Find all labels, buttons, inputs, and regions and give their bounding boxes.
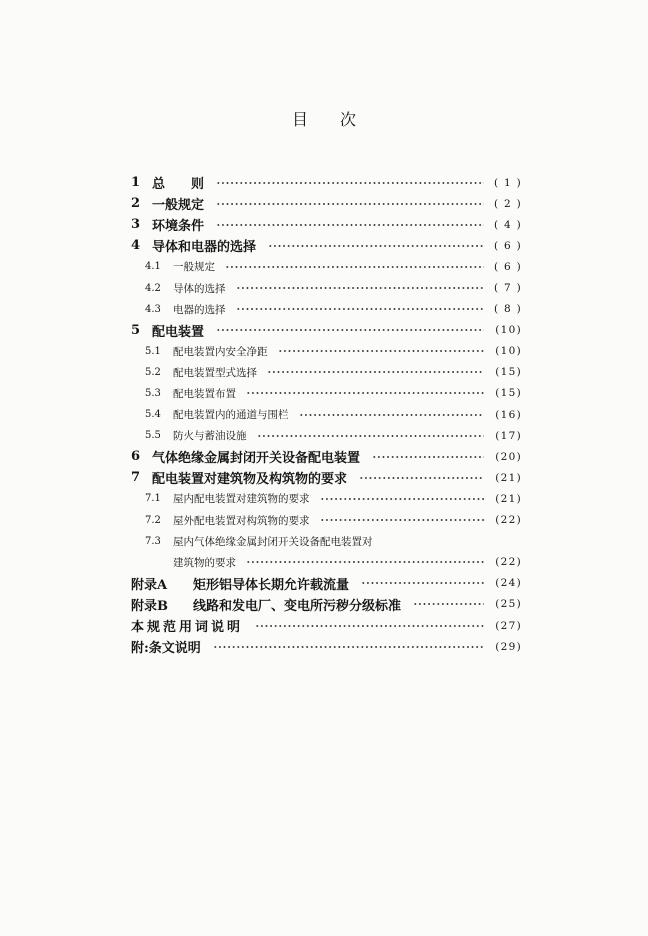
entry-number: 4 (131, 238, 141, 254)
entry-number: 5.1 (145, 345, 161, 357)
entry-title: 电器的选择 (173, 303, 226, 316)
toc-subentry (131, 383, 522, 404)
entry-number: 1 (131, 175, 141, 191)
dot-leader (359, 476, 484, 480)
page-number: ( 2 ) (493, 197, 522, 210)
entry-title: 环境条件 (152, 219, 205, 235)
entry-number: 7.3 (145, 535, 161, 547)
toc-entry (131, 193, 522, 214)
page-number: (22) (495, 514, 522, 527)
entry-number: 5.2 (145, 366, 161, 378)
page-number: (21) (495, 471, 522, 484)
entry-number: 5.3 (145, 387, 161, 399)
dot-leader (413, 602, 484, 606)
page-number: ( 1 ) (493, 176, 522, 189)
toc-entry (131, 615, 522, 636)
page-number: ( 8 ) (493, 303, 522, 316)
page-number: (10) (495, 345, 522, 358)
entry-title: 线路和发电厂、变电所污秽分级标准 (193, 598, 402, 614)
appendix-label: 附录B (131, 598, 168, 614)
page-number: (25) (495, 598, 522, 611)
entry-title: 本规范用词说明 (131, 620, 244, 636)
entry-number: 4.2 (145, 282, 161, 294)
entry-title: 屋外配电装置对构筑物的要求 (173, 514, 310, 527)
page-number: (16) (495, 408, 522, 421)
dot-leader (236, 307, 485, 311)
toc-entry (131, 467, 522, 488)
dot-leader (213, 645, 484, 649)
dot-leader (299, 413, 485, 417)
toc-appendix-entry (131, 594, 522, 615)
entry-title: 配电装置内安全净距 (173, 345, 268, 358)
entry-number: 6 (131, 449, 141, 465)
entry-title: 防火与蓄油设施 (173, 430, 247, 443)
toc-subentry (131, 425, 522, 446)
page-number: (15) (495, 387, 522, 400)
page-number: ( 6 ) (493, 239, 522, 252)
dot-leader (361, 581, 484, 585)
entry-title-continued: 建筑物的要求 (173, 556, 236, 569)
entry-title: 配电装置对建筑物及构筑物的要求 (152, 472, 348, 488)
dot-leader (216, 328, 484, 332)
entry-title: 一般规定 (152, 198, 205, 214)
dot-leader (257, 434, 485, 438)
toc-subentry (131, 277, 522, 298)
toc-entry (131, 636, 522, 657)
page-number: (27) (495, 619, 522, 632)
entry-title: 导体和电器的选择 (152, 240, 257, 256)
entry-number: 7.2 (145, 514, 161, 526)
toc-subentry (131, 404, 522, 425)
entry-title: 矩形铝导体长期允许载流量 (193, 577, 350, 593)
entry-title: 一般规定 (173, 261, 215, 274)
toc-entry (131, 446, 522, 467)
dot-leader (372, 455, 484, 459)
entry-title: 屋内配电装置对建筑物的要求 (173, 493, 310, 506)
toc-subentry-continuation (131, 552, 522, 573)
toc-subentry (131, 531, 522, 552)
dot-leader (236, 286, 485, 290)
page-number: ( 7 ) (493, 282, 522, 295)
page-number: ( 6 ) (493, 260, 522, 273)
page-number: (21) (495, 492, 522, 505)
entry-number: 4.3 (145, 303, 161, 315)
dot-leader (255, 624, 484, 628)
dot-leader (225, 265, 484, 269)
toc-subentry (131, 299, 522, 320)
page-number: (20) (495, 450, 522, 463)
entry-number: 4.1 (145, 261, 161, 273)
entry-title: 屋内气体绝缘金属封闭开关设备配电装置对 (173, 535, 373, 548)
dot-leader (216, 181, 484, 185)
appendix-label: 附录A (131, 577, 168, 593)
toc-entry (131, 172, 522, 193)
entry-title: 总 则 (152, 177, 205, 193)
entry-number: 3 (131, 217, 141, 233)
entry-title: 配电装置布置 (173, 387, 236, 400)
dot-leader (216, 223, 484, 227)
entry-title: 导体的选择 (173, 282, 226, 295)
dot-leader (267, 370, 484, 374)
entry-number: 2 (131, 196, 141, 212)
entry-title: 配电装置 (152, 324, 205, 340)
entry-number: 5.5 (145, 430, 161, 442)
entry-number: 7.1 (145, 493, 161, 505)
table-of-contents (131, 172, 522, 657)
entry-title: 配电装置内的通道与围栏 (173, 409, 289, 422)
entry-title: 附:条文说明 (131, 641, 201, 657)
toc-entry (131, 320, 522, 341)
toc-subentry (131, 362, 522, 383)
toc-entry (131, 235, 522, 256)
entry-number: 7 (131, 470, 141, 486)
entry-title: 气体绝缘金属封闭开关设备配电装置 (152, 451, 361, 467)
entry-number: 5 (131, 322, 141, 338)
toc-subentry (131, 256, 522, 277)
page-number: ( 4 ) (493, 218, 522, 231)
page-number: (29) (495, 640, 522, 653)
dot-leader (320, 518, 485, 522)
toc-appendix-entry (131, 573, 522, 594)
page-number: (22) (495, 556, 522, 569)
entry-number: 5.4 (145, 409, 161, 421)
toc-entry (131, 214, 522, 235)
dot-leader (246, 560, 484, 564)
dot-leader (246, 391, 484, 395)
page-number: (15) (495, 366, 522, 379)
dot-leader (320, 497, 485, 501)
dot-leader (278, 349, 485, 353)
toc-subentry (131, 510, 522, 531)
toc-subentry (131, 341, 522, 362)
toc-title: 目 次 (291, 110, 356, 129)
page-number: (17) (495, 429, 522, 442)
dot-leader (216, 202, 484, 206)
page-number: (24) (495, 577, 522, 590)
toc-subentry (131, 488, 522, 509)
entry-title: 配电装置型式选择 (173, 366, 257, 379)
dot-leader (268, 244, 484, 248)
page-number: (10) (495, 324, 522, 337)
